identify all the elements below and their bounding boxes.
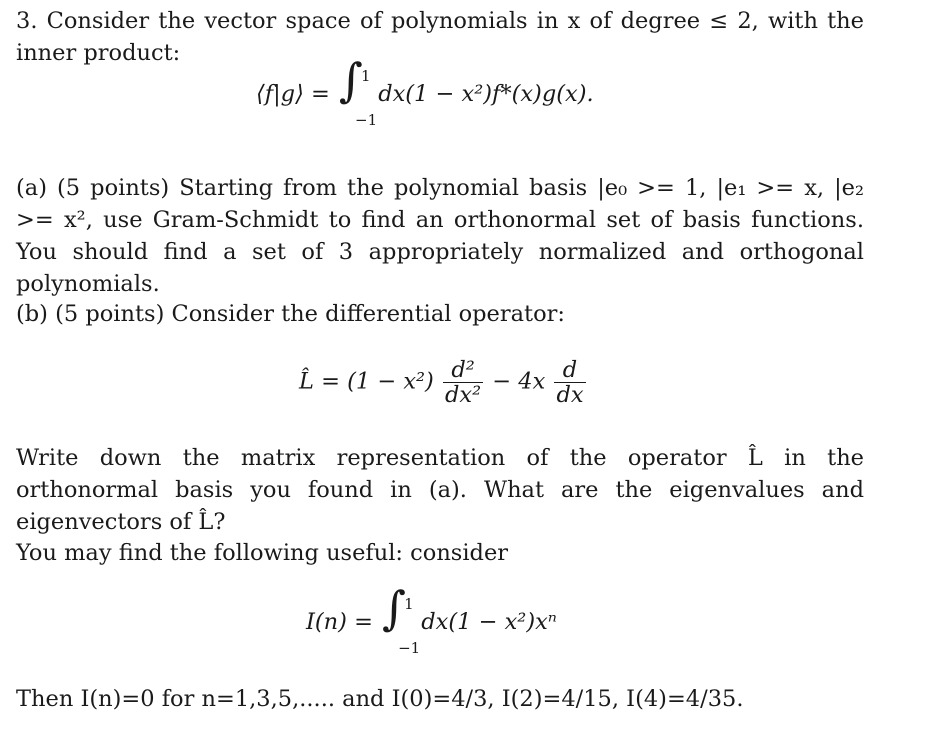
first-derivative-fraction [554,358,585,407]
intro-text: Consider the vector space of polynomials in x of degree ≤ 2, with the inner product: [16,8,864,66]
In-equation [306,581,557,657]
In-integral-lower-limit: −1 [398,639,421,657]
inner-product-equation [256,53,594,129]
inner-product-lhs: ⟨f|g⟩ = [256,81,330,107]
frac2-numerator: d [554,358,585,383]
integral-sign: ∫ 1 −1 [337,70,371,120]
integral-upper-limit: 1 [361,67,371,85]
second-derivative-fraction [443,358,483,407]
frac1-denominator: dx² [445,382,482,408]
integral-lower-limit: −1 [355,111,378,129]
part-b-question: Write down the matrix representation of the operator L̂ in the orthonormal basis you found in (a). What are the eigenvalues and eigenvectors of L̂? [16,445,864,535]
part-b-intro: (b) (5 points) Consider the differential operator: [16,301,565,327]
hint-intro: You may find the following useful: consider [16,540,509,566]
problem-intro [16,5,864,69]
operator-lhs: L̂ = (1 − x²) [299,368,434,395]
In-integral-sign: ∫ 1 −1 [380,598,414,648]
hint-result: Then I(n)=0 for n=1,3,5,..... and I(0)=4/3, I(2)=4/15, I(4)=4/35. [16,686,744,712]
In-lhs: I(n) = [306,609,373,635]
problem-number: 3. [16,8,38,34]
part-a-text: (a) (5 points) Starting from the polynomial basis |e₀ >= 1, |e₁ >= x, |e₂ >= x², use Gram-Schmidt to find an orthonormal set of basis functions. You should find a set of 3 appropriately normalized and orthogonal polynomials. [16,175,864,297]
frac2-denominator: dx [556,382,584,408]
In-integrand: dx(1 − x²)xⁿ [421,609,557,635]
operator-middle-term: − 4x [492,368,546,395]
operator-equation [299,358,588,407]
In-integral-upper-limit: 1 [404,595,414,613]
frac1-numerator: d² [443,358,483,383]
inner-product-integrand: dx(1 − x²)f*(x)g(x). [378,81,594,107]
